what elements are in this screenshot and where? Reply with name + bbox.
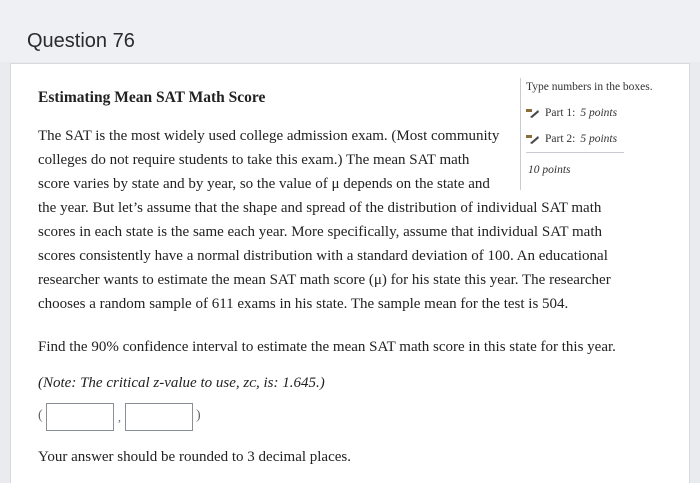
question-header [0,0,700,62]
pencil-icon [526,108,540,118]
body-line: researcher wants to estimate the mean SAT math score (μ) for his state this year. The researcher [38,272,611,288]
panel-divider [520,78,521,190]
input-hint: Type numbers in the boxes. [526,81,653,93]
open-paren: ( [38,408,43,423]
part-points: 5 points [580,107,618,119]
intro-line: score varies by state and by year, so the value of μ depends on the state and [38,176,490,192]
intro-line: The SAT is the most widely used college admission exam. (Most community [38,128,500,144]
points-panel [520,78,668,190]
part-label: Part 1: [545,107,576,119]
total-points: 10 points [528,164,571,176]
task-text: Find the 90% confidence interval to estimate the mean SAT math score in this state for this year. [38,339,616,355]
part-2-points[interactable] [526,133,617,145]
confidence-interval-input [38,402,238,434]
close-paren: ) [196,408,201,423]
intro-line: colleges do not require students to take this exam.) The mean SAT math [38,152,470,168]
problem-body [38,196,668,316]
problem-intro [38,124,518,196]
comma-separator: , [118,410,121,424]
note-text: (Note: The critical z-value to use, zᴄ, is: 1.645.) [38,375,325,391]
body-line: scores in each state is the same each year. More specifically, assume that individual SAT math [38,224,602,240]
problem-title: Estimating Mean SAT Math Score [38,89,266,106]
lower-bound-input[interactable] [46,403,114,431]
upper-bound-input[interactable] [125,403,193,431]
part-label: Part 2: [545,133,576,145]
question-title: Question 76 [27,30,135,52]
body-line: the year. But let’s assume that the shape and spread of the distribution of individual SAT math [38,200,602,216]
panel-separator [526,152,624,153]
body-line: scores consistently have a normal distribution with a standard deviation of 100. An educational [38,248,608,264]
pencil-icon [526,134,540,144]
part-points: 5 points [580,133,618,145]
rounding-instruction: Your answer should be rounded to 3 decimal places. [38,449,351,465]
part-1-points[interactable] [526,107,617,119]
body-line: chooses a random sample of 611 exams in his state. The sample mean for the test is 504. [38,296,569,312]
